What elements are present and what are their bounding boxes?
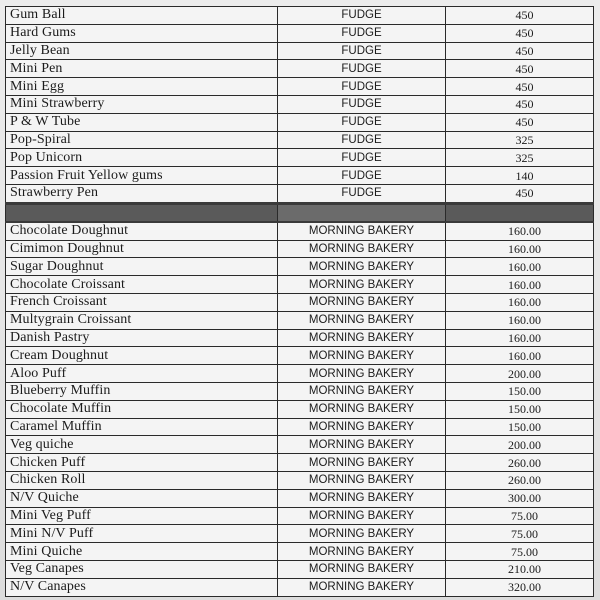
item-brand: MORNING BAKERY — [278, 418, 446, 436]
table-row — [6, 329, 594, 347]
item-brand: MORNING BAKERY — [278, 329, 446, 347]
item-price: 450 — [446, 7, 594, 25]
table-row — [6, 454, 594, 472]
item-brand: MORNING BAKERY — [278, 293, 446, 311]
item-price: 160.00 — [446, 329, 594, 347]
item-brand: MORNING BAKERY — [278, 222, 446, 240]
table-row — [6, 258, 594, 276]
divider-cell — [278, 203, 446, 222]
item-brand: FUDGE — [278, 167, 446, 185]
table-row — [6, 382, 594, 400]
table-row — [6, 7, 594, 25]
item-name: Passion Fruit Yellow gums — [6, 167, 278, 185]
item-price: 75.00 — [446, 525, 594, 543]
table-row — [6, 113, 594, 131]
item-name: Mini Quiche — [6, 543, 278, 561]
item-name: Chocolate Croissant — [6, 276, 278, 294]
table-row — [6, 311, 594, 329]
item-name: Pop Unicorn — [6, 149, 278, 167]
item-price: 200.00 — [446, 365, 594, 383]
item-name: Caramel Muffin — [6, 418, 278, 436]
item-price: 325 — [446, 131, 594, 149]
item-brand: MORNING BAKERY — [278, 436, 446, 454]
table-row — [6, 507, 594, 525]
item-brand: MORNING BAKERY — [278, 276, 446, 294]
item-price: 160.00 — [446, 222, 594, 240]
item-name: Chocolate Muffin — [6, 400, 278, 418]
table-row — [6, 24, 594, 42]
item-price: 450 — [446, 113, 594, 131]
item-name: Aloo Puff — [6, 365, 278, 383]
item-brand: MORNING BAKERY — [278, 507, 446, 525]
price-list-table — [5, 6, 594, 597]
item-name: Cream Doughnut — [6, 347, 278, 365]
item-brand: MORNING BAKERY — [278, 382, 446, 400]
item-name: Danish Pastry — [6, 329, 278, 347]
divider-cell — [446, 203, 594, 222]
table-row — [6, 276, 594, 294]
item-name: Sugar Doughnut — [6, 258, 278, 276]
table-row — [6, 560, 594, 578]
table-row — [6, 543, 594, 561]
item-brand: MORNING BAKERY — [278, 560, 446, 578]
item-price: 450 — [446, 24, 594, 42]
item-brand: MORNING BAKERY — [278, 578, 446, 596]
item-price: 150.00 — [446, 400, 594, 418]
table-row — [6, 293, 594, 311]
item-name: Gum Ball — [6, 7, 278, 25]
item-brand: MORNING BAKERY — [278, 471, 446, 489]
item-name: Veg quiche — [6, 436, 278, 454]
table-row — [6, 525, 594, 543]
item-name: Hard Gums — [6, 24, 278, 42]
item-name: P & W Tube — [6, 113, 278, 131]
item-name: Mini Pen — [6, 60, 278, 78]
item-brand: MORNING BAKERY — [278, 489, 446, 507]
item-brand: MORNING BAKERY — [278, 543, 446, 561]
item-brand: FUDGE — [278, 149, 446, 167]
item-price: 450 — [446, 95, 594, 113]
item-brand: MORNING BAKERY — [278, 347, 446, 365]
item-brand: FUDGE — [278, 24, 446, 42]
item-brand: FUDGE — [278, 7, 446, 25]
item-name: Cimimon Doughnut — [6, 240, 278, 258]
item-price: 260.00 — [446, 471, 594, 489]
item-price: 300.00 — [446, 489, 594, 507]
item-name: Chicken Puff — [6, 454, 278, 472]
item-name: N/V Canapes — [6, 578, 278, 596]
item-price: 200.00 — [446, 436, 594, 454]
item-brand: FUDGE — [278, 95, 446, 113]
item-price: 150.00 — [446, 382, 594, 400]
item-price: 150.00 — [446, 418, 594, 436]
item-brand: FUDGE — [278, 184, 446, 203]
item-name: N/V Quiche — [6, 489, 278, 507]
item-brand: FUDGE — [278, 78, 446, 96]
item-name: Multygrain Croissant — [6, 311, 278, 329]
item-brand: FUDGE — [278, 42, 446, 60]
item-price: 210.00 — [446, 560, 594, 578]
table-row — [6, 347, 594, 365]
item-name: Chocolate Doughnut — [6, 222, 278, 240]
table-row — [6, 400, 594, 418]
item-price: 160.00 — [446, 240, 594, 258]
item-price: 75.00 — [446, 507, 594, 525]
item-brand: MORNING BAKERY — [278, 258, 446, 276]
item-brand: MORNING BAKERY — [278, 240, 446, 258]
item-price: 450 — [446, 78, 594, 96]
table-row — [6, 149, 594, 167]
item-name: Chicken Roll — [6, 471, 278, 489]
table-row — [6, 131, 594, 149]
item-brand: MORNING BAKERY — [278, 365, 446, 383]
item-price: 260.00 — [446, 454, 594, 472]
table-row — [6, 167, 594, 185]
item-price: 160.00 — [446, 258, 594, 276]
item-price: 140 — [446, 167, 594, 185]
item-name: Mini Veg Puff — [6, 507, 278, 525]
item-price: 450 — [446, 60, 594, 78]
table-row — [6, 184, 594, 203]
table-row — [6, 436, 594, 454]
item-name: Veg Canapes — [6, 560, 278, 578]
item-brand: MORNING BAKERY — [278, 454, 446, 472]
item-price: 160.00 — [446, 311, 594, 329]
item-brand: FUDGE — [278, 113, 446, 131]
item-price: 325 — [446, 149, 594, 167]
table-row — [6, 365, 594, 383]
price-list-body — [6, 7, 594, 597]
item-price: 160.00 — [446, 293, 594, 311]
section-divider-row — [6, 203, 594, 222]
table-row — [6, 78, 594, 96]
item-price: 320.00 — [446, 578, 594, 596]
table-row — [6, 42, 594, 60]
divider-cell — [6, 203, 278, 222]
item-brand: MORNING BAKERY — [278, 525, 446, 543]
item-name: Jelly Bean — [6, 42, 278, 60]
table-row — [6, 60, 594, 78]
table-row — [6, 578, 594, 596]
item-brand: FUDGE — [278, 60, 446, 78]
table-row — [6, 471, 594, 489]
item-name: French Croissant — [6, 293, 278, 311]
table-row — [6, 418, 594, 436]
item-price: 160.00 — [446, 276, 594, 294]
item-price: 450 — [446, 184, 594, 203]
item-price: 450 — [446, 42, 594, 60]
item-name: Mini Strawberry — [6, 95, 278, 113]
item-price: 75.00 — [446, 543, 594, 561]
table-row — [6, 489, 594, 507]
item-name: Blueberry Muffin — [6, 382, 278, 400]
item-name: Strawberry Pen — [6, 184, 278, 203]
item-brand: MORNING BAKERY — [278, 311, 446, 329]
table-row — [6, 95, 594, 113]
table-row — [6, 222, 594, 240]
item-brand: MORNING BAKERY — [278, 400, 446, 418]
item-brand: FUDGE — [278, 131, 446, 149]
table-row — [6, 240, 594, 258]
item-name: Mini N/V Puff — [6, 525, 278, 543]
item-name: Pop-Spiral — [6, 131, 278, 149]
item-name: Mini Egg — [6, 78, 278, 96]
item-price: 160.00 — [446, 347, 594, 365]
